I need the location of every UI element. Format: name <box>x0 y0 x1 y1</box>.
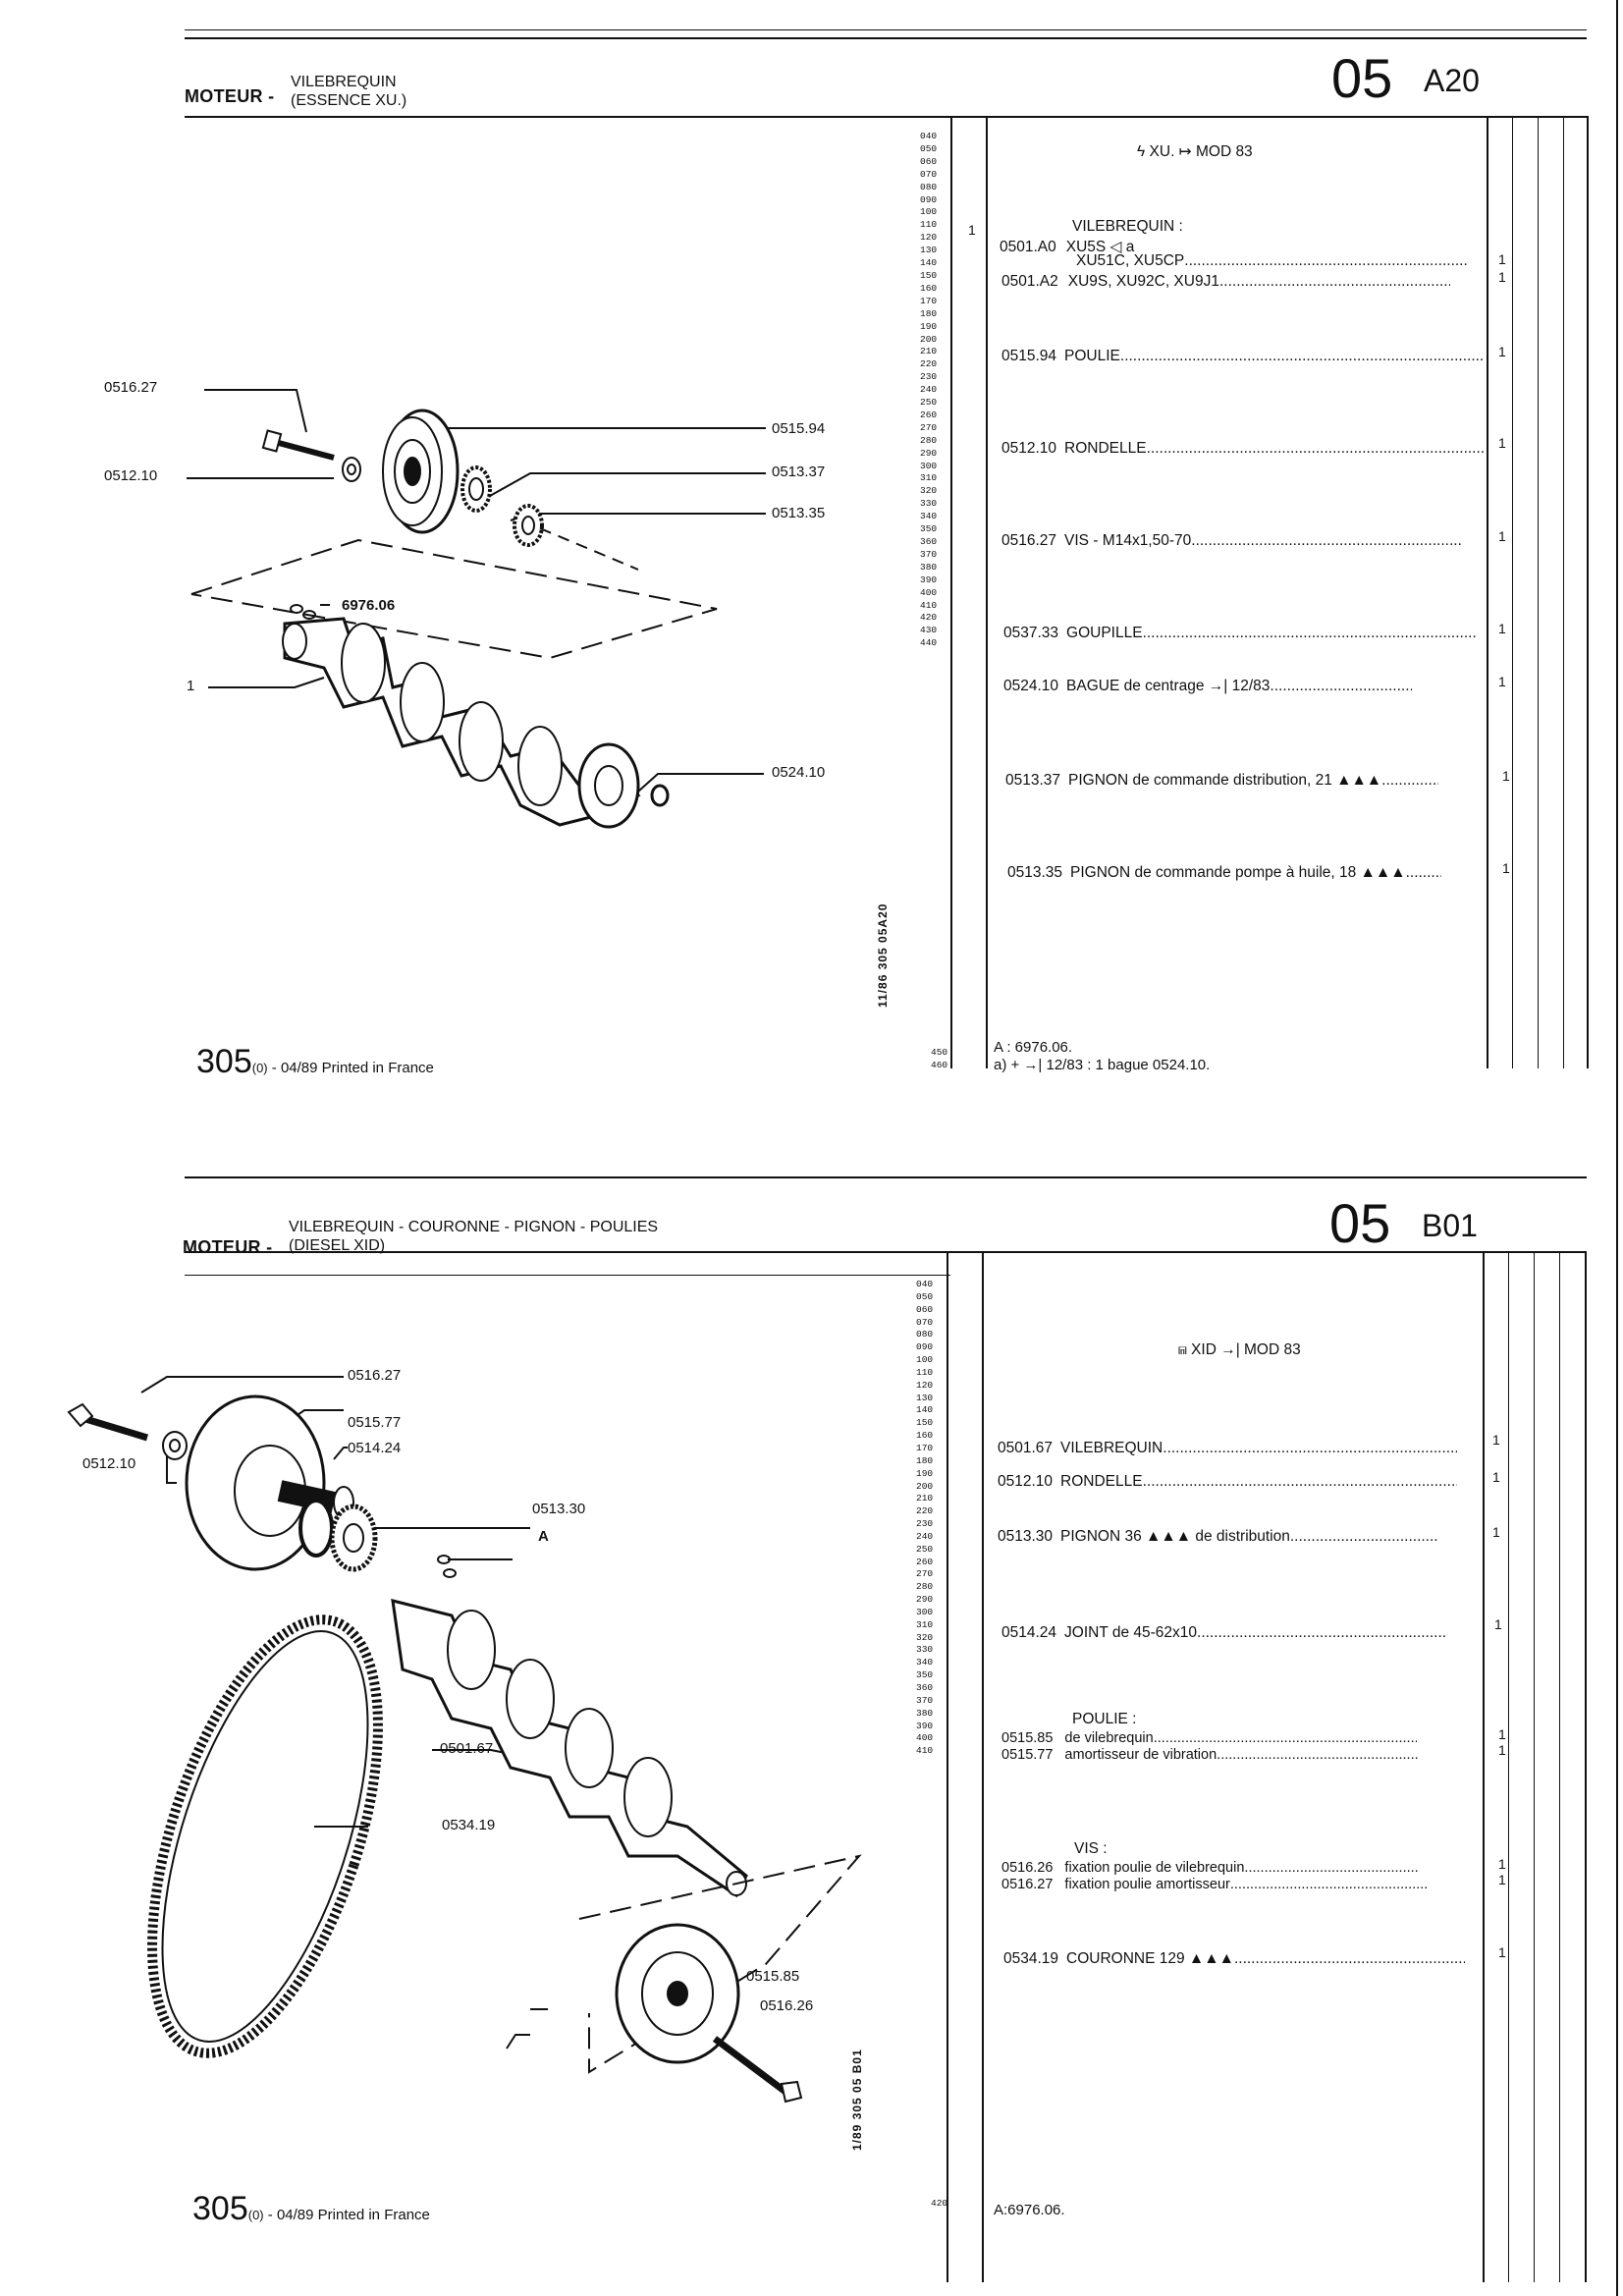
line-number: 300 <box>916 1606 934 1617</box>
footnote: A : 6976.06. <box>994 1039 1073 1056</box>
line-number: 310 <box>920 472 938 484</box>
column-rule <box>947 1251 948 2282</box>
part-entry <box>1001 532 1461 550</box>
part-qty: 1 <box>1498 1726 1506 1742</box>
line-number: 260 <box>916 1556 934 1567</box>
line-number: 370 <box>920 548 938 560</box>
part-qty: 1 <box>1498 251 1506 267</box>
part-desc: amortisseur de vibration <box>1064 1747 1217 1763</box>
line-number: 170 <box>916 1442 934 1453</box>
part-qty: 1 <box>1498 528 1506 544</box>
line-number: 040 <box>920 131 938 141</box>
leader-dots <box>1234 1950 1465 1968</box>
header-rule <box>185 1251 1587 1253</box>
part-entry <box>998 1473 1457 1491</box>
part-desc: VILEBREQUIN : <box>1072 218 1183 235</box>
line-number: 130 <box>916 1392 934 1403</box>
part-entry <box>1001 1877 1427 1892</box>
part-qty: 1 <box>1498 344 1506 359</box>
line-number: 420 <box>920 612 938 624</box>
subtitle-line-1: VILEBREQUIN - COURONNE - PIGNON - POULIES <box>289 1219 659 1235</box>
part-qty: 1 <box>1492 1469 1500 1485</box>
line-number: 280 <box>920 434 938 446</box>
leader-dots <box>1154 1730 1417 1746</box>
part-entry <box>1001 1747 1418 1763</box>
line-number: 240 <box>920 384 938 396</box>
line-number: 380 <box>916 1707 934 1719</box>
part-desc: de vilebrequin <box>1064 1730 1154 1746</box>
part-qty: 1 <box>1494 1616 1502 1632</box>
callout-label: 1 <box>187 678 195 694</box>
part-desc: POULIE : <box>1072 1711 1137 1727</box>
part-qty: 1 <box>1492 1524 1500 1540</box>
leader-dots <box>1191 532 1461 550</box>
column-rule <box>1538 116 1539 1068</box>
line-number: 410 <box>916 1745 934 1757</box>
top-rule <box>185 37 1587 39</box>
part-entry <box>1003 1950 1465 1968</box>
side-code: 11/86 305 05A20 <box>876 902 890 1008</box>
part-entry <box>1001 440 1486 458</box>
side-code: 1/89 305 05 B01 <box>850 2049 864 2151</box>
column-rule <box>1508 1251 1509 2282</box>
leader-dots <box>1184 252 1469 270</box>
page-border <box>1616 0 1618 2296</box>
header-rule-thin <box>185 1275 950 1276</box>
line-number: 210 <box>920 346 938 357</box>
part-ref: 0524.10 <box>1003 678 1059 694</box>
callout-label: 0516.27 <box>348 1367 402 1384</box>
catalog-page-b01 <box>0 1169 1623 2296</box>
section-code: B01 <box>1422 1208 1478 1243</box>
line-number: 310 <box>916 1618 934 1630</box>
line-number: 400 <box>920 586 938 598</box>
column-rule <box>1585 1251 1587 2282</box>
part-desc: GOUPILLE <box>1066 625 1143 641</box>
leader-dots <box>1270 678 1412 695</box>
line-number: 040 <box>916 1279 934 1289</box>
part-entry <box>1005 772 1438 790</box>
line-number: 050 <box>920 142 938 154</box>
moteur-label: MOTEUR - <box>185 86 275 106</box>
line-number: 460 <box>931 1059 948 1070</box>
line-number: 250 <box>916 1543 934 1555</box>
line-number: 190 <box>920 320 938 332</box>
applicability-text: XU. ↦ MOD 83 <box>1149 143 1253 160</box>
line-number: 110 <box>916 1366 934 1378</box>
part-desc: COURONNE 129 ▲▲▲ <box>1066 1950 1234 1967</box>
page-subtitle <box>291 73 406 110</box>
footer-model: 305 <box>196 1043 252 1080</box>
line-number: 180 <box>916 1454 934 1466</box>
part-qty: 1 <box>1498 269 1506 285</box>
part-ref: 0512.10 <box>1001 440 1057 457</box>
applicability-line <box>1137 142 1253 161</box>
part-desc: XU5S ◁ a <box>1065 239 1135 255</box>
line-number: 340 <box>920 511 938 522</box>
line-number: 240 <box>916 1530 934 1542</box>
column-rule <box>950 116 952 1068</box>
callout-label: 0512.10 <box>104 467 158 484</box>
part-desc: fixation poulie amortisseur <box>1064 1877 1230 1892</box>
part-desc: PIGNON de commande pompe à huile, 18 ▲▲▲ <box>1070 864 1406 881</box>
diesel-glow-icon: ⩎ <box>1178 1341 1187 1358</box>
part-qty: 1 <box>1502 860 1510 876</box>
line-number: 390 <box>920 574 938 585</box>
part-ref: 0515.77 <box>1001 1747 1054 1763</box>
line-number: 050 <box>916 1290 934 1302</box>
page-footer <box>196 1043 434 1081</box>
line-number: 290 <box>916 1594 934 1606</box>
line-number: 410 <box>920 599 938 611</box>
page-footer <box>192 2190 430 2228</box>
leader-dots <box>1143 1473 1457 1491</box>
line-number: 450 <box>931 1047 948 1058</box>
leader-dots <box>1230 1877 1427 1892</box>
part-entry <box>998 1528 1437 1546</box>
footer-model: 305 <box>192 2190 248 2227</box>
moteur-label: MOTEUR - <box>183 1237 273 1257</box>
footer-text: - 04/89 Printed in France <box>263 2207 430 2223</box>
part-entry <box>1001 1860 1419 1876</box>
line-number: 200 <box>916 1480 934 1492</box>
footnote: a) + →| 12/83 : 1 bague 0524.10. <box>994 1057 1211 1073</box>
part-desc: RONDELLE <box>1064 440 1147 457</box>
part-desc: PIGNON de commande distribution, 21 ▲▲▲ <box>1068 772 1382 789</box>
section-number: 05 <box>1329 1192 1391 1254</box>
line-number: 400 <box>916 1732 934 1744</box>
line-number: 320 <box>920 485 938 497</box>
footer-text: - 04/89 Printed in France <box>267 1060 434 1076</box>
callout-label: A <box>538 1528 549 1545</box>
line-number: 420 <box>931 2198 948 2209</box>
column-rule <box>1559 1251 1560 2282</box>
line-number: 100 <box>920 206 938 218</box>
leader-dots <box>1406 864 1441 882</box>
callout-label: 0534.19 <box>442 1817 496 1833</box>
line-number: 140 <box>916 1404 934 1416</box>
part-ref: 0513.35 <box>1007 864 1063 881</box>
line-number: 360 <box>920 536 938 547</box>
callout-label: 0513.30 <box>532 1501 586 1517</box>
line-number: 360 <box>916 1682 934 1693</box>
line-number: 220 <box>920 358 938 370</box>
line-number: 090 <box>920 193 938 205</box>
line-number: 220 <box>916 1505 934 1517</box>
part-entry <box>1007 864 1441 882</box>
leader-dots <box>1381 772 1438 790</box>
column-rule <box>1483 1251 1485 2282</box>
line-number-column-end <box>931 2198 947 2211</box>
line-number: 080 <box>920 181 938 192</box>
part-qty: 1 <box>1498 621 1506 636</box>
line-number: 090 <box>916 1341 934 1353</box>
item-marker: 1 <box>968 222 976 238</box>
header-rule <box>185 116 1587 118</box>
part-ref: 0515.94 <box>1001 348 1057 364</box>
line-number: 330 <box>916 1644 934 1656</box>
line-number: 430 <box>920 625 938 636</box>
line-number: 120 <box>920 232 938 244</box>
part-ref: 0516.26 <box>1001 1860 1054 1876</box>
part-ref: 0501.A0 <box>1000 239 1056 255</box>
leader-dots <box>1219 273 1450 291</box>
callout-label: 0515.77 <box>348 1414 402 1431</box>
part-desc: XU51C, XU5CP <box>1076 252 1185 269</box>
callout-label: 0513.35 <box>772 505 826 521</box>
line-number: 250 <box>920 397 938 409</box>
part-entry <box>1074 1840 1108 1858</box>
line-number: 390 <box>916 1720 934 1731</box>
part-ref: 0513.30 <box>998 1528 1054 1545</box>
part-ref: 0534.19 <box>1003 1950 1059 1967</box>
line-number: 270 <box>920 421 938 433</box>
callout-label: 0516.27 <box>104 379 158 396</box>
part-desc: VIS - M14x1,50-70 <box>1064 532 1192 549</box>
line-number: 230 <box>916 1518 934 1530</box>
line-number: 080 <box>916 1329 934 1340</box>
column-rule <box>1512 116 1513 1068</box>
part-desc: RONDELLE <box>1060 1473 1143 1490</box>
line-number: 210 <box>916 1493 934 1504</box>
part-ref: 0512.10 <box>998 1473 1054 1490</box>
line-number: 370 <box>916 1694 934 1706</box>
part-qty: 1 <box>1502 768 1510 784</box>
line-number: 060 <box>920 155 938 167</box>
part-qty: 1 <box>1498 1742 1506 1758</box>
line-number: 290 <box>920 447 938 459</box>
section-number: 05 <box>1331 47 1393 109</box>
line-number: 170 <box>920 295 938 306</box>
top-rule <box>185 1176 1587 1178</box>
line-number-column <box>920 131 937 650</box>
line-number: 380 <box>920 561 938 573</box>
part-qty: 1 <box>1498 1872 1506 1887</box>
line-number-column <box>916 1279 933 1758</box>
catalog-page-a20 <box>0 0 1623 1129</box>
part-ref: 0515.85 <box>1001 1730 1054 1746</box>
part-ref: 0501.67 <box>998 1440 1054 1456</box>
line-number: 070 <box>916 1316 934 1328</box>
leader-dots <box>1120 348 1484 365</box>
part-qty: 1 <box>1498 674 1506 689</box>
line-number: 120 <box>916 1379 934 1391</box>
subtitle-line-2: (DIESEL XID) <box>289 1237 386 1254</box>
part-desc: VIS : <box>1074 1840 1108 1857</box>
line-number: 280 <box>916 1581 934 1593</box>
part-entry <box>1001 1730 1417 1746</box>
callout-label: 0515.85 <box>746 1968 800 1985</box>
part-entry <box>998 1440 1457 1457</box>
line-number: 260 <box>920 409 938 420</box>
callout-label: 0514.24 <box>348 1440 402 1456</box>
callout-label: 0512.10 <box>82 1455 136 1472</box>
part-entry <box>1072 218 1183 236</box>
part-entry <box>1001 273 1450 291</box>
line-number: 190 <box>916 1467 934 1479</box>
line-number: 110 <box>920 219 938 231</box>
column-rule <box>986 116 988 1068</box>
callout-label: 0501.67 <box>440 1740 494 1757</box>
part-desc: JOINT de 45-62x10 <box>1064 1624 1198 1641</box>
applicability-text: XID →| MOD 83 <box>1191 1341 1301 1358</box>
part-entry <box>1003 625 1477 642</box>
leader-dots <box>1290 1528 1437 1546</box>
subtitle-line-1: VILEBREQUIN <box>291 74 397 90</box>
line-number: 180 <box>920 307 938 319</box>
line-number: 100 <box>916 1354 934 1366</box>
part-entry <box>1003 678 1412 695</box>
part-entry <box>1076 252 1469 270</box>
line-number: 330 <box>920 498 938 510</box>
column-rule <box>1587 116 1589 1068</box>
line-number: 270 <box>916 1568 934 1580</box>
part-ref: 0516.27 <box>1001 532 1057 549</box>
part-qty: 1 <box>1492 1432 1500 1448</box>
leader-dots <box>1217 1747 1418 1763</box>
section-code: A20 <box>1424 63 1480 98</box>
part-desc: fixation poulie de vilebrequin <box>1064 1860 1245 1876</box>
part-ref: 0537.33 <box>1003 625 1059 641</box>
line-number: 140 <box>920 257 938 269</box>
line-number: 130 <box>920 245 938 256</box>
part-desc: PIGNON 36 ▲▲▲ de distribution <box>1060 1528 1290 1545</box>
callout-label: 0515.94 <box>772 420 826 437</box>
subtitle-line-2: (ESSENCE XU.) <box>291 92 407 109</box>
part-entry <box>1001 348 1484 365</box>
line-number: 160 <box>920 282 938 294</box>
callout-label: 6976.06 <box>342 597 396 614</box>
part-entry <box>1001 1624 1447 1642</box>
part-desc: XU9S, XU92C, XU9J1 <box>1067 273 1219 290</box>
lightning-icon: ϟ <box>1137 143 1146 160</box>
line-number: 340 <box>916 1657 934 1668</box>
part-desc: BAGUE de centrage →| 12/83 <box>1066 678 1271 694</box>
line-number: 160 <box>916 1430 934 1442</box>
part-ref: 0513.37 <box>1005 772 1061 789</box>
part-qty: 1 <box>1498 1944 1506 1960</box>
part-entry <box>1072 1711 1136 1728</box>
line-number: 070 <box>920 168 938 180</box>
line-number: 150 <box>920 269 938 281</box>
callout-label: 0516.26 <box>760 1997 814 2014</box>
line-number: 440 <box>920 637 938 649</box>
callout-label: 0524.10 <box>772 764 826 781</box>
leader-dots <box>1147 440 1486 458</box>
footer-sub: (0) <box>247 2208 264 2222</box>
column-rule <box>1487 116 1488 1068</box>
line-number: 200 <box>920 333 938 345</box>
part-ref: 0501.A2 <box>1001 273 1058 290</box>
column-rule <box>1563 116 1564 1068</box>
part-desc: VILEBREQUIN <box>1060 1440 1163 1456</box>
top-rule-thin <box>185 29 1587 30</box>
line-number-column-end <box>931 1047 947 1072</box>
line-number: 150 <box>916 1417 934 1429</box>
part-desc: POULIE <box>1064 348 1120 364</box>
callout-label: 0513.37 <box>772 464 826 480</box>
part-qty: 1 <box>1498 435 1506 451</box>
column-rule <box>1534 1251 1535 2282</box>
line-number: 350 <box>920 523 938 535</box>
footer-sub: (0) <box>251 1061 268 1075</box>
footnote: A:6976.06. <box>994 2202 1065 2218</box>
column-rule <box>982 1251 984 2282</box>
leader-dots <box>1143 625 1477 642</box>
line-number: 350 <box>916 1669 934 1681</box>
line-number: 320 <box>916 1631 934 1643</box>
leader-dots <box>1163 1440 1457 1457</box>
page-subtitle <box>289 1218 658 1255</box>
line-number: 230 <box>920 371 938 383</box>
applicability-line <box>1178 1341 1301 1359</box>
leader-dots <box>1197 1624 1447 1642</box>
leader-dots <box>1244 1860 1419 1876</box>
part-qty: 1 <box>1498 1856 1506 1872</box>
line-number: 060 <box>916 1303 934 1315</box>
part-ref: 0516.27 <box>1001 1877 1054 1892</box>
line-number: 300 <box>920 460 938 471</box>
part-ref: 0514.24 <box>1001 1624 1057 1641</box>
